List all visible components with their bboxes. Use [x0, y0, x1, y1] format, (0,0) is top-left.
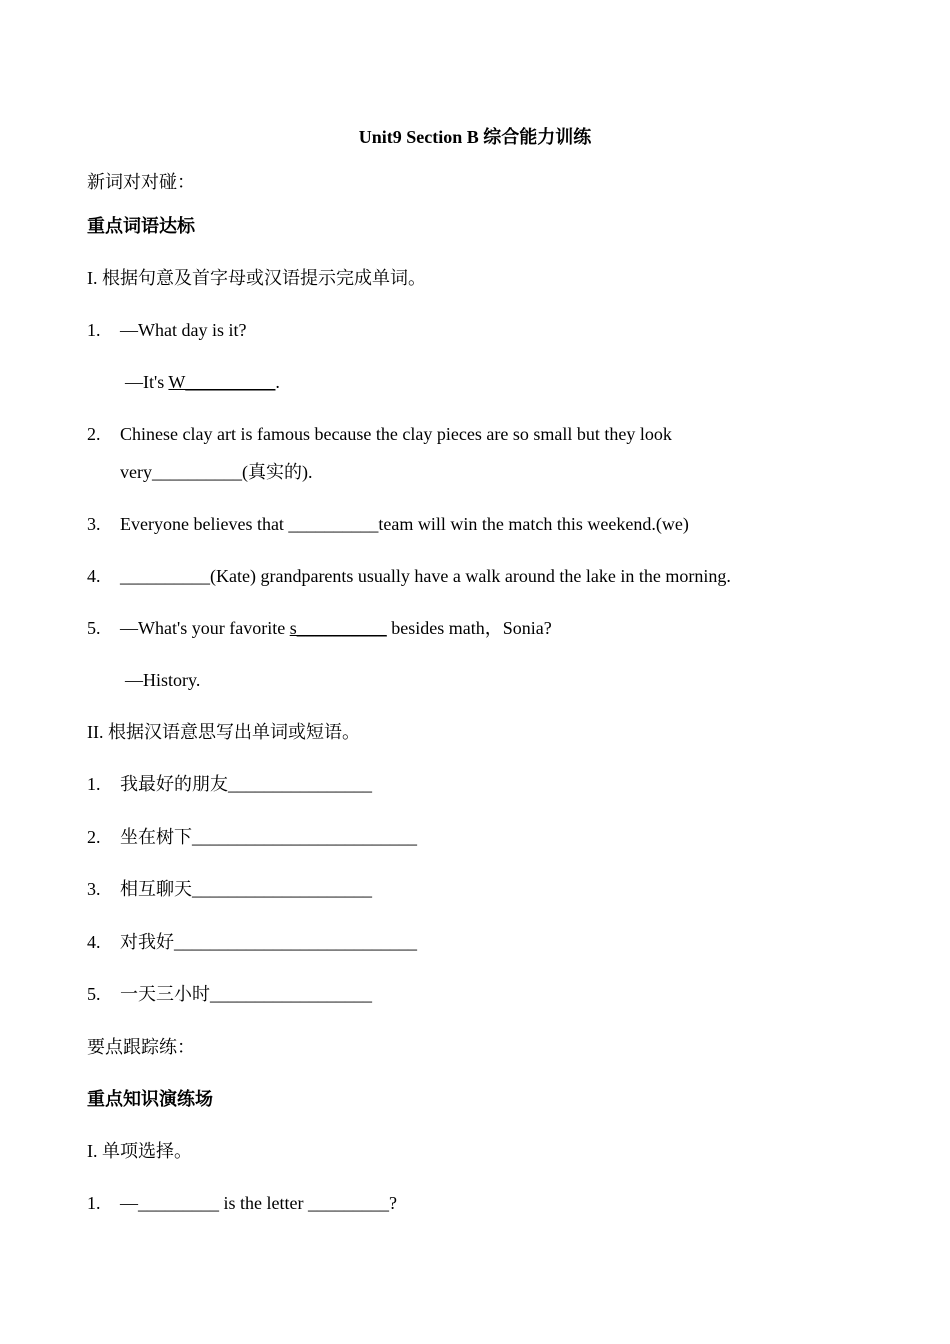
question-text: __________(Kate) grandparents usually have a walk around the lake in the morning.: [120, 566, 731, 586]
part-iii-instructions: I. 单项选择。: [87, 1141, 192, 1161]
answer-prefix: —It's: [125, 372, 169, 392]
question-text: 对我好___________________________: [120, 932, 417, 952]
answer-line: [125, 370, 280, 394]
answer-suffix: .: [275, 372, 280, 392]
question-number: 3.: [87, 879, 101, 899]
question-number: 4.: [87, 566, 101, 586]
question-number: 3.: [87, 514, 101, 534]
question-text: Everyone believes that __________team will win the match this weekend.(we): [120, 514, 689, 534]
question-text: 坐在树下_________________________: [120, 827, 417, 847]
question-number: 1.: [87, 1193, 101, 1213]
question-prefix: —What's your favorite: [120, 618, 290, 638]
question-text: [120, 616, 552, 640]
answer-line: —History.: [125, 670, 201, 690]
question-text: 我最好的朋友________________: [120, 774, 372, 794]
part-ii-instructions: II. 根据汉语意思写出单词或短语。: [87, 722, 360, 742]
question-suffix: besides math，Sonia?: [386, 618, 552, 638]
section-heading-new-words: 新词对对碰：: [87, 172, 195, 192]
answer-blank: W__________: [168, 372, 276, 392]
page-title: Unit9 Section B 综合能力训练: [358, 127, 592, 147]
question-text: —What day is it?: [120, 320, 247, 340]
question-number: 5.: [87, 618, 101, 638]
question-text: —_________ is the letter _________?: [120, 1193, 397, 1213]
question-number: 1.: [87, 774, 101, 794]
question-text: 一天三小时__________________: [120, 984, 372, 1004]
question-number: 2.: [87, 424, 101, 444]
section-subheading-key-words: 重点词语达标: [87, 216, 195, 236]
question-number: 2.: [87, 827, 101, 847]
question-text: 相互聊天____________________: [120, 879, 372, 899]
question-text: Chinese clay art is famous because the clay pieces are so small but they look: [120, 424, 672, 444]
section-heading-key-points: 要点跟踪练：: [87, 1037, 195, 1057]
part-i-instructions: I. 根据句意及首字母或汉语提示完成单词。: [87, 268, 426, 288]
question-number: 1.: [87, 320, 101, 340]
question-number: 4.: [87, 932, 101, 952]
question-number: 5.: [87, 984, 101, 1004]
question-text-continued: very__________(真实的).: [120, 462, 313, 482]
section-subheading-practice: 重点知识演练场: [87, 1089, 213, 1109]
answer-blank: s__________: [289, 618, 387, 638]
